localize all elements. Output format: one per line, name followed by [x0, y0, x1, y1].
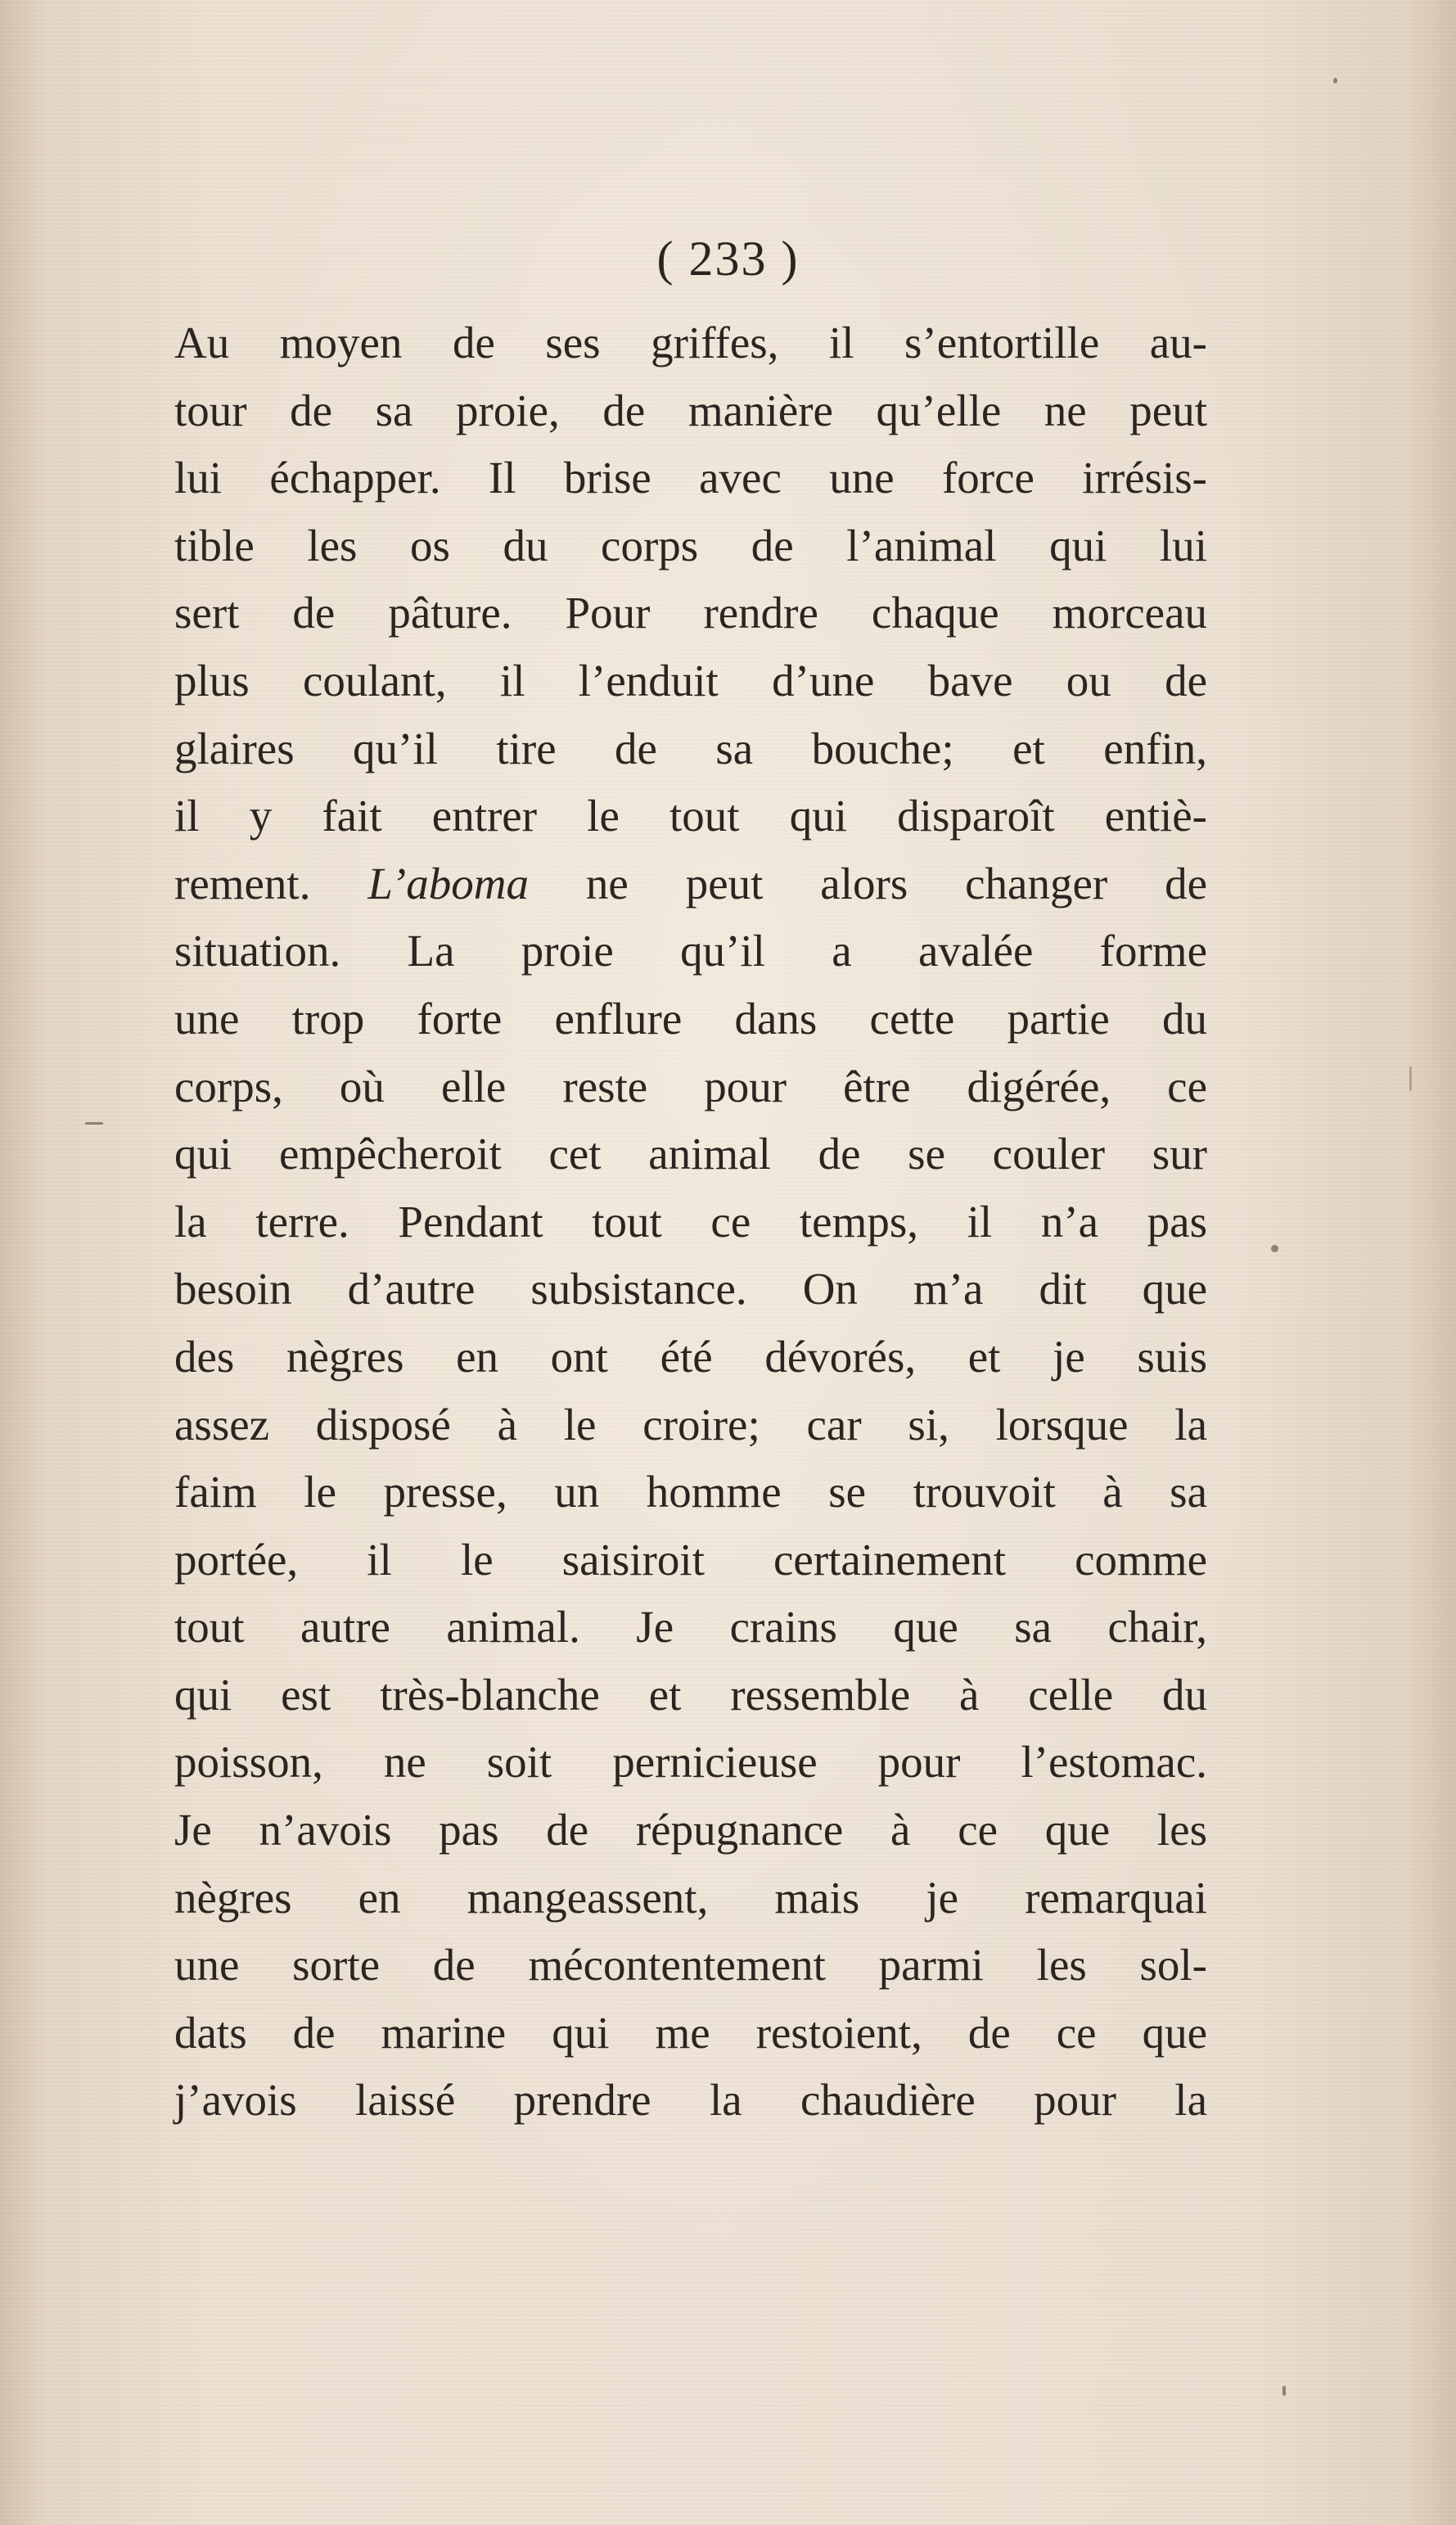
text-segment: il y fait entrer le tout qui disparoît entiè-: [174, 791, 1207, 841]
text-segment: des nègres en ont été dévorés, et je suis: [174, 1331, 1207, 1382]
text-segment: tout autre animal. Je crains que sa chair,: [174, 1602, 1207, 1653]
paper-speck: [1333, 78, 1337, 83]
page-right-shadow: [1407, 0, 1456, 2525]
text-line: [174, 1391, 1207, 1459]
text-segment: plus coulant, il l’enduit d’une bave ou de: [174, 655, 1207, 706]
text-line: [174, 1797, 1207, 1864]
text-line: [174, 1188, 1207, 1256]
text-line: [174, 1323, 1207, 1391]
text-segment: ne peut alors changer de: [528, 858, 1208, 909]
text-line: [174, 715, 1207, 783]
text-line: [174, 309, 1207, 377]
text-line: [174, 647, 1207, 715]
text-segment: assez disposé à le croire; car si, lorsque la: [174, 1399, 1207, 1450]
text-segment: la terre. Pendant tout ce temps, il n’a pas: [174, 1196, 1207, 1247]
page-left-shadow: [0, 0, 49, 2525]
italic-term: L’aboma: [367, 858, 529, 909]
paper-speck: [85, 1122, 103, 1125]
text-segment: une sorte de mécontentement parmi les sol-: [174, 1940, 1207, 1991]
text-segment: glaires qu’il tire de sa bouche; et enfin,: [174, 723, 1207, 773]
text-line: [174, 377, 1207, 445]
text-line: [174, 1594, 1207, 1662]
text-line: [174, 1864, 1207, 1932]
text-line: [174, 444, 1207, 512]
text-segment: qui empêcheroit cet animal de se couler sur: [174, 1129, 1207, 1179]
text-line: [174, 1053, 1207, 1121]
text-line: [174, 1729, 1207, 1797]
text-segment: dats de marine qui me restoient, de ce que: [174, 2007, 1207, 2058]
text-segment: faim le presse, un homme se trouvoit à sa: [174, 1467, 1207, 1517]
text-segment: tour de sa proie, de manière qu’elle ne peut: [174, 385, 1207, 435]
text-line: [174, 579, 1207, 647]
text-segment: rement.: [174, 858, 368, 909]
text-line: [174, 2067, 1207, 2135]
text-line: [174, 850, 1207, 918]
text-segment: Je n’avois pas de répugnance à ce que les: [174, 1805, 1207, 1855]
text-segment: j’avois laissé prendre la chaudière pour la: [174, 2075, 1207, 2126]
text-line: [174, 918, 1207, 985]
text-line: [174, 2000, 1207, 2067]
text-segment: poisson, ne soit pernicieuse pour l’estomac.: [174, 1737, 1207, 1788]
text-line: [174, 985, 1207, 1053]
text-line: [174, 1120, 1207, 1188]
text-line: [174, 512, 1207, 580]
body-text: [174, 309, 1207, 2135]
text-line: [174, 1662, 1207, 1729]
text-segment: une trop forte enflure dans cette partie du: [174, 993, 1207, 1044]
page-number: ( 233 ): [656, 232, 800, 286]
text-line: [174, 1256, 1207, 1323]
text-segment: sert de pâture. Pour rendre chaque morceau: [174, 588, 1207, 638]
text-line: [174, 1459, 1207, 1526]
text-segment: qui est très-blanche et ressemble à celle du: [174, 1669, 1207, 1720]
paper-speck: [1271, 1245, 1278, 1252]
text-segment: corps, où elle reste pour être digérée, ce: [174, 1061, 1207, 1111]
text-segment: besoin d’autre subsistance. On m’a dit que: [174, 1264, 1207, 1314]
text-line: [174, 782, 1207, 850]
text-segment: tible les os du corps de l’animal qui lui: [174, 520, 1207, 570]
text-segment: situation. La proie qu’il a avalée forme: [174, 926, 1207, 976]
text-line: [174, 1526, 1207, 1594]
text-line: [174, 1932, 1207, 2000]
text-segment: Au moyen de ses griffes, il s’entortille au-: [174, 318, 1207, 367]
text-segment: portée, il le saisiroit certainement comme: [174, 1534, 1207, 1585]
text-segment: nègres en mangeassent, mais je remarquai: [174, 1872, 1207, 1923]
paper-speck: [1282, 2386, 1286, 2396]
paper-speck: [1409, 1066, 1412, 1091]
text-segment: lui échapper. Il brise avec une force irrésis-: [174, 453, 1207, 503]
